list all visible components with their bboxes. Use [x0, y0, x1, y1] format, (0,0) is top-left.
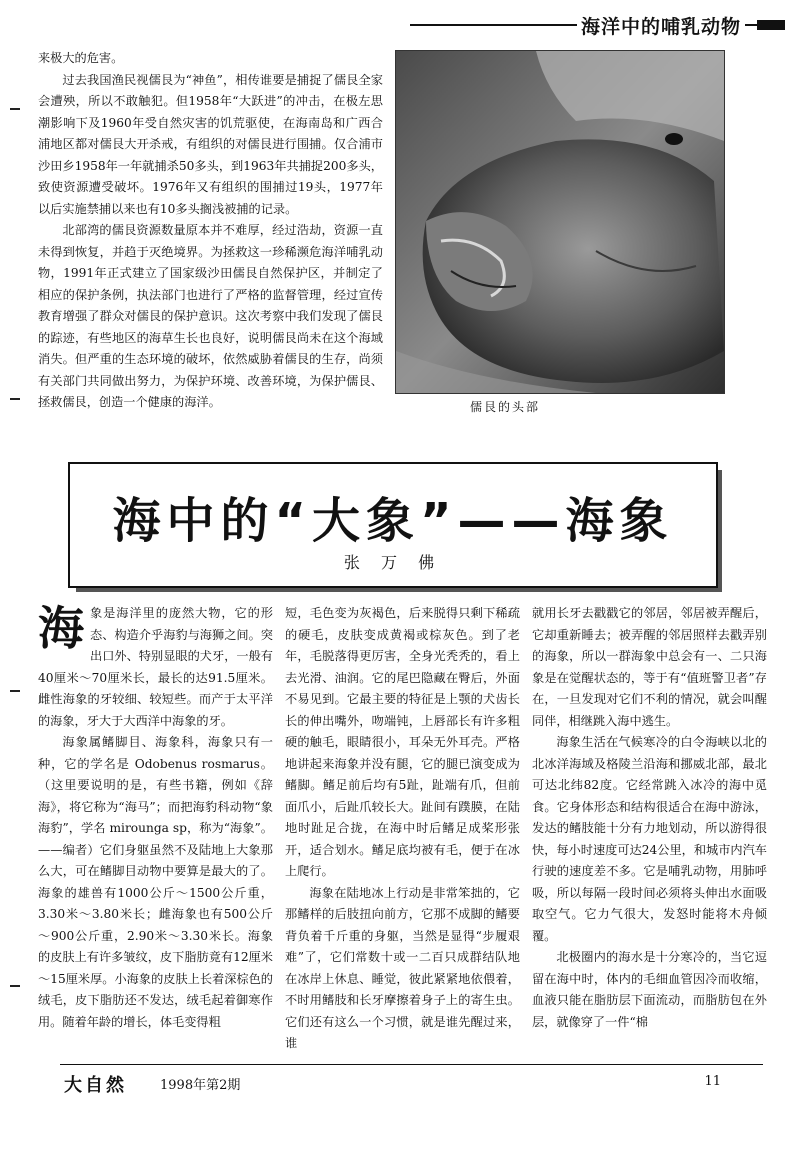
article-column-3 — [532, 603, 767, 1033]
title-box — [68, 462, 718, 588]
paragraph: 就用长牙去戳戳它的邻居，邻居被弄醒后，它却重新睡去；被弄醒的邻居照样去戳弄别的海象，所以一群海象中总会有一、二只海象是在觉醒状态的，等于有“值班警卫者”存在，一旦发现对它们不利的情况，就会叫醒同伴，相继跳入海中逃生。 — [532, 606, 767, 728]
magazine-name: 大自然 — [64, 1075, 127, 1096]
article-column-1 — [38, 603, 273, 1033]
article-author: 张 万 佛 — [343, 553, 443, 572]
issue-label: 1998年第2期 — [160, 1078, 241, 1093]
margin-mark — [10, 398, 20, 400]
article-title: 海中的“大象”——海象 — [112, 493, 674, 549]
page-number: 11 — [704, 1074, 721, 1089]
margin-mark — [10, 690, 20, 692]
section-title: 海洋中的哺乳动物 — [577, 12, 745, 39]
paragraph: 短，毛色变为灰褐色，后来脱得只剩下稀疏的硬毛，皮肤变成黄褐或棕灰色。到了老年，毛脱落得更厉害，全身光秃秃的，看上去光滑、油润。它的尾巴隐藏在臀后，外面不易见到。它最主要的特征是上颚的犬齿长长的伸出嘴外，吻端钝，上唇部长有许多粗硬的触毛，眼睛很小，耳朵无外耳壳。严格地讲起来海象并没有腿，它的腿已演变成为鳍脚。鳍足前后均有5趾，趾端有爪，但前面爪小，后趾爪较长大。趾间有蹼膜，在陆地时趾足合拢，在海中时后鳍足成桨形张开，适合划水。鳍足底均被有毛，便于在冰上爬行。 — [285, 606, 520, 878]
header-rule-end — [757, 20, 785, 30]
paragraph: 象是海洋里的庞然大物，它的形态、构造介乎海豹与海狮之间。突出口外、特别显眼的犬牙，一般有40厘米～70厘米长，最长的达91.5厘米。雌性海象的牙较细、较短些。而产于太平洋的海象，牙大于大西洋中海象的牙。 — [38, 606, 273, 728]
paragraph: 海象在陆地冰上行动是非常笨拙的，它那鳍样的后肢扭向前方，它那不成脚的鳍要背负着千斤重的身躯，当然是显得“步履艰难”了，它们常数十或一二百只成群结队地在冰岸上休息、睡觉，彼此紧紧地依偎着，不时用鳍肢和长牙摩擦着身子上的寄生虫。它们还有这么一个习惯，就是谁先醒过来，谁 — [285, 885, 520, 1050]
article-column-2 — [285, 603, 520, 1055]
margin-mark — [10, 985, 20, 987]
top-text-column — [38, 48, 383, 414]
dugong-head-illustration — [396, 51, 724, 393]
footer-rule — [60, 1064, 763, 1065]
drop-cap: 海 — [38, 601, 84, 655]
paragraph: 来极大的危害。 — [38, 51, 124, 65]
paragraph: 海象属鳍脚目、海象科，海象只有一种，它的学名是 Odobenus rosmarus。（这里要说明的是，有些书籍，例如《辞海》，将它称为“海马”；而把海豹科动物“象海豹”，学名 mirounga sp，称为“海象”。——编者）它们身躯虽然不及陆地上大象那么大，可在鳍脚目动物中要算是最大的了。海象的雄兽有1000公斤～1500公斤重，3.30米～3.80米长；雌海象也有500公斤～900公斤重，2.90米～3.30米长。海象的皮肤上有许多皱纹，皮下脂肪竟有12厘米～15厘米厚。小海象的皮肤上长着深棕色的绒毛，皮下脂肪还不发达，绒毛起着御寒作用。随着年龄的增长，体毛变得粗 — [38, 735, 273, 1029]
photo-caption: 儒艮的头部 — [470, 400, 541, 414]
margin-mark — [10, 108, 20, 110]
paragraph: 过去我国渔民视儒艮为“神鱼”，相传谁要是捕捉了儒艮全家会遭殃，所以不敢触犯。但1958年“大跃进”的冲击，在极左思潮影响下及1960年受自然灾害的饥荒驱使，在海南岛和广西合浦地区都对儒艮大开杀戒，有组织的对儒艮进行围捕。仅合浦市沙田乡1958年一年就捕杀50多头，到1963年共捕捉200多头，致使资源遭受破坏。1976年又有组织的围捕过19头，1977年以后实施禁捕以来也有10多头搁浅被捕的记录。 — [38, 72, 383, 216]
paragraph: 北部湾的儒艮资源数量原本并不难厚，经过浩劫，资源一直未得到恢复，并趋于灭绝境界。为拯救这一珍稀濒危海洋哺乳动物，1991年正式建立了国家级沙田儒艮自然保护区，并制定了相应的保护条例，执法部门也进行了严格的监督管理，经过宣传教育增强了群众对儒艮的保护意识。这次考察中我们发现了儒艮的踪迹，有些地区的海草生长也良好，说明儒艮尚未在这个海域消失。但严重的生态环境的破坏，依然威胁着儒艮的生存，尚须有关部门共同做出努力，为保护环境、改善环境，为保护儒艮、拯救儒艮，创造一个健康的海洋。 — [38, 223, 383, 409]
paragraph: 海象生活在气候寒冷的白令海峡以北的北冰洋海域及格陵兰沿海和挪威北部，最北可达北纬82度。它经常跳入冰冷的海中觅食。它身体形态和结构很适合在海中游泳，发达的鳍肢能十分有力地划动，所以游得很快，每小时速度可达24公里，和城市内汽车行驶的速度差不多。它是哺乳动物，用肺呼吸，所以每隔一段时间必须将头伸出水面吸取空气。它力气很大，发怒时能将木舟倾覆。 — [532, 735, 767, 943]
dugong-head-photo — [395, 50, 725, 394]
paragraph: 北极圈内的海水是十分寒冷的，当它逗留在海中时，体内的毛细血管因冷而收缩，血液只能在脂肪层下面流动，而脂肪包在外层，就像穿了一件“棉 — [532, 950, 767, 1029]
